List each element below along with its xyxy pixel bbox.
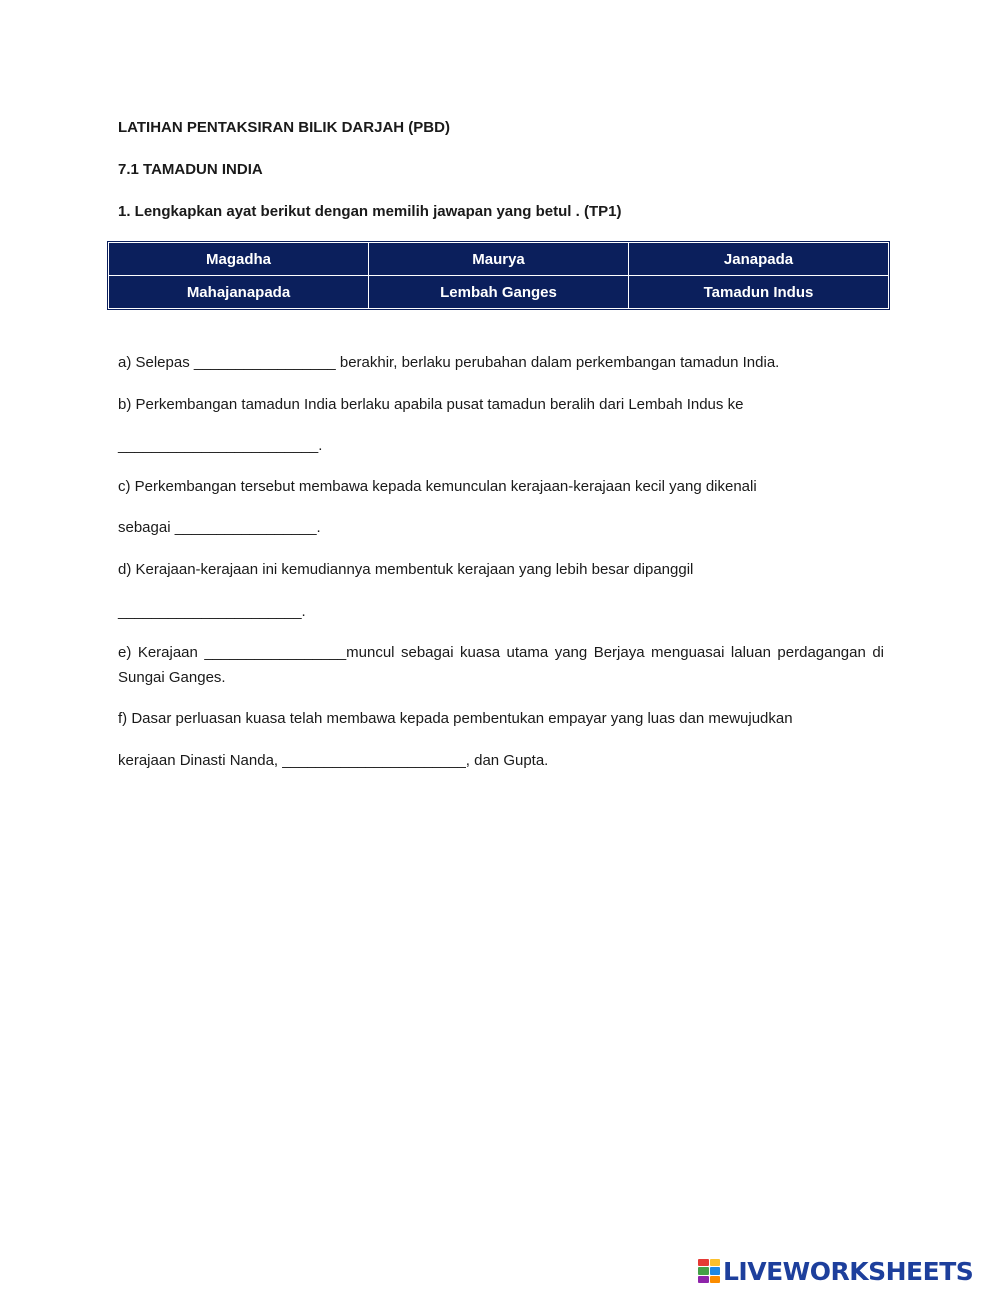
item-f-text: f) Dasar perluasan kuasa telah membawa kepada pembentukan empayar yang luas dan mewujudkan: [118, 710, 793, 727]
item-e-text[interactable]: e) Kerajaan _________________muncul sebagai kuasa utama yang Berjaya menguasai laluan perdagangan di Sungai Ganges.: [118, 644, 884, 686]
word-bank-cell: Magadha: [109, 243, 369, 276]
word-bank-cell: Maurya: [369, 243, 629, 276]
word-bank-cell: Tamadun Indus: [629, 276, 889, 309]
item-c-text: c) Perkembangan tersebut membawa kepada kemunculan kerajaan-kerajaan kecil yang dikenali: [118, 478, 757, 495]
word-bank-row: [109, 276, 889, 309]
liveworksheets-logo: [698, 1257, 973, 1285]
word-bank-cell: Lembah Ganges: [369, 276, 629, 309]
question-instruction: 1. Lengkapkan ayat berikut dengan memilih jawapan yang betul . (TP1): [118, 203, 622, 220]
item-d-text: d) Kerajaan-kerajaan ini kemudiannya membentuk kerajaan yang lebih besar dipanggil: [118, 561, 694, 578]
item-b-blank[interactable]: ________________________.: [118, 437, 323, 454]
item-d-blank[interactable]: ______________________.: [118, 603, 306, 620]
logo-icon: [698, 1259, 720, 1283]
word-bank-table: [108, 242, 889, 309]
item-f-blank[interactable]: kerajaan Dinasti Nanda, ______________________, dan Gupta.: [118, 752, 549, 769]
word-bank-row: [109, 243, 889, 276]
item-b-text: b) Perkembangan tamadun India berlaku apabila pusat tamadun beralih dari Lembah Indus ke: [118, 396, 744, 413]
section-heading: 7.1 TAMADUN INDIA: [118, 161, 263, 178]
word-bank-cell: Janapada: [629, 243, 889, 276]
word-bank-cell: Mahajanapada: [109, 276, 369, 309]
item-a-text: a) Selepas _________________ berakhir, berlaku perubahan dalam perkembangan tamadun India.: [118, 354, 780, 371]
logo-text: LIVEWORKSHEETS: [723, 1256, 974, 1286]
worksheet-title: LATIHAN PENTAKSIRAN BILIK DARJAH (PBD): [118, 119, 450, 136]
item-c-blank[interactable]: sebagai _________________.: [118, 519, 321, 536]
